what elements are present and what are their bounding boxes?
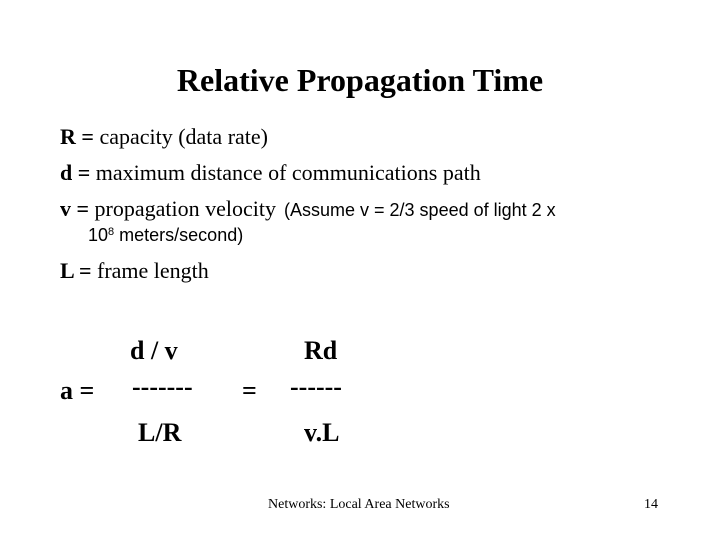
page-number: 14 <box>644 497 658 512</box>
assumption-note-continued <box>88 224 243 246</box>
definition-var: d = <box>60 160 91 185</box>
fraction1-denominator: L/R <box>138 418 182 447</box>
definition-var: v = <box>60 196 90 221</box>
note-base: 10 <box>88 225 109 245</box>
formula-lhs: a = <box>60 376 95 405</box>
definition-L <box>60 258 209 284</box>
slide-title: Relative Propagation Time <box>176 62 544 98</box>
fraction1-bar: ------- <box>132 372 193 401</box>
definition-text: frame length <box>91 258 209 283</box>
definition-text: capacity (data rate) <box>93 124 268 149</box>
definition-text: propagation velocity <box>89 196 276 221</box>
footer-title: Networks: Local Area Networks <box>268 497 450 512</box>
definition-var: L = <box>60 258 92 283</box>
fraction2-denominator: v.L <box>304 418 340 447</box>
fraction2-bar: ------ <box>290 372 342 401</box>
assumption-note: (Assume v = 2/3 speed of light 2 x <box>284 200 556 220</box>
definition-R <box>60 124 268 150</box>
note-exponent: 8 <box>108 226 115 238</box>
definition-d <box>60 160 481 186</box>
fraction1-numerator: d / v <box>130 336 178 365</box>
fraction2-numerator: Rd <box>304 336 338 365</box>
definition-var: R = <box>60 124 94 149</box>
definition-text: maximum distance of communications path <box>90 160 481 185</box>
formula-equals: = <box>242 376 257 405</box>
note-rest: meters/second) <box>114 225 244 245</box>
definition-v <box>60 196 556 223</box>
